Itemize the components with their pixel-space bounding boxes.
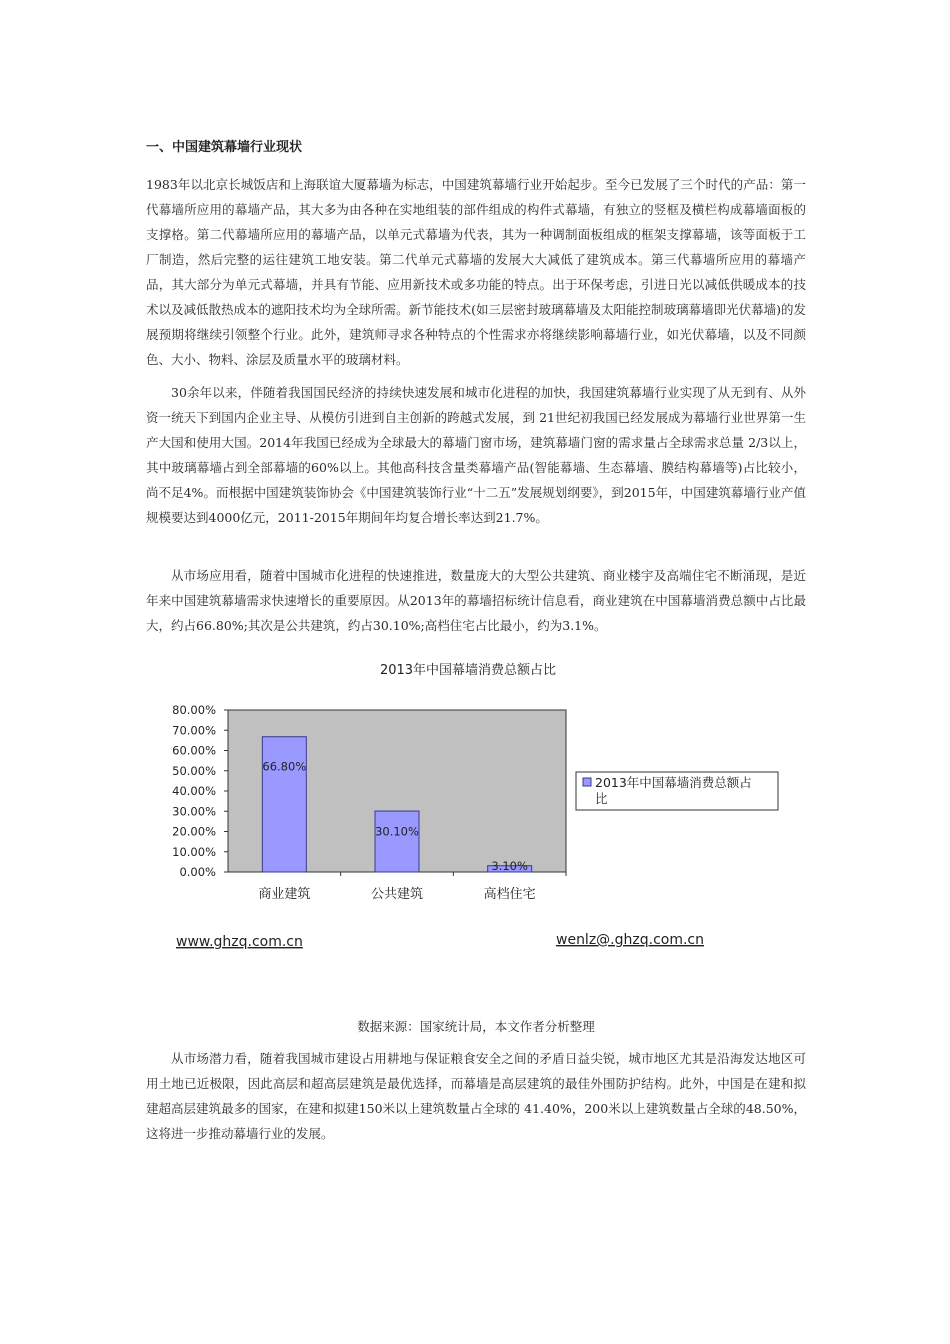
y-tick-label: 40.00% <box>172 784 216 798</box>
y-tick-label: 50.00% <box>172 763 216 778</box>
bar-data-label: 3.10% <box>491 859 528 873</box>
watermark-left: www.ghzq.com.cn <box>176 934 303 950</box>
watermark-right: wenlz@.ghzq.com.cn <box>556 932 704 948</box>
chart-source-caption: 数据来源：国家统计局，本文作者分析整理 <box>357 1019 595 1034</box>
legend-label-line1: 2013年中国幕墙消费总额占 <box>595 775 752 790</box>
y-tick-label: 70.00% <box>172 723 216 738</box>
chart-title: 2013年中国幕墙消费总额占比 <box>379 663 557 678</box>
y-tick-label: 30.00% <box>172 804 216 819</box>
bar-1 <box>262 737 306 872</box>
chart-svg <box>146 650 806 960</box>
paragraph-history: 1983年以北京长城饭店和上海联谊大厦幕墙为标志，中国建筑幕墙行业开始起步。至今已发展了三个时代的产品：第一代幕墙所应用的幕墙产品，其大多为由各种在实地组装的部件组成的构件式幕墙，有独立的竖框及横栏构成幕墙面板的支撑格。第二代幕墙所应用的幕墙产品，以单元式幕墙为代表，其为一种调制面板组成的框架支撑幕墙，该等面板于工厂制造，然后完整的运往建筑工地安装。第二代单元式幕墙的发展大大减低了建筑成本。第三代幕墙所应用的幕墙产品，其大部分为单元式幕墙，并具有节能、应用新技术或多功能的特点。出于环保考虑，引进日光以减低供暖成本的技术以及减低散热成本的遮阳技术均为全球所需。新节能技术(如三层密封玻璃幕墙及太阳能控制玻璃幕墙即光伏幕墙)的发展预期将继续引领整个行业。此外，建筑师寻求各种特点的个性需求亦将继续影响幕墙行业，如光伏幕墙，以及不同颜色、大小、物料、涂层及质量水平的玻璃材料。 <box>146 177 806 367</box>
x-category-label: 公共建筑 <box>370 887 424 902</box>
x-category-label: 商业建筑 <box>258 887 311 902</box>
y-tick-label: 0.00% <box>179 865 216 879</box>
y-tick-label: 10.00% <box>172 844 216 859</box>
legend-label-line2: 比 <box>595 791 608 806</box>
paragraph-market-application: 从市场应用看，随着中国城市化进程的快速推进，数量庞大的大型公共建筑、商业楼宇及高端住宅不断涌现，是近年来中国建筑幕墙需求快速增长的重要原因。从2013年的幕墙招标统计信息看，商业建筑在中国幕墙消费总额中占比最大，约占66.80%;其次是公共建筑，约占30.10%;高档住宅占比最小，约为3.1%。 <box>146 568 806 633</box>
legend-swatch <box>583 778 591 786</box>
paragraph-growth: 30余年以来，伴随着我国国民经济的持续快速发展和城市化进程的加快，我国建筑幕墙行业实现了从无到有、从外资一统天下到国内企业主导、从模仿引进到自主创新的跨越式发展，到 21世纪初我国已经发展成为幕墙行业世界第一生产大国和使用大国。2014年我国已经成为全球最大的幕墙门窗市场，建筑幕墙门窗的需求量占全球需求总量 2/3以上，其中玻璃幕墙占到全部幕墙的60%以上。其他高科技含量类幕墙产品(智能幕墙、生态幕墙、膜结构幕墙等)占比较小，尚不足4%。而根据中国建筑装饰协会《中国建筑装饰行业“十二五”发展规划纲要》，到2015年，中国建筑幕墙行业产值规模要达到4000亿元，2011-2015年期间年均复合增长率达到21.7%。 <box>146 385 806 525</box>
section-heading: 一、中国建筑幕墙行业现状 <box>146 140 303 155</box>
y-tick-label: 60.00% <box>172 743 216 758</box>
consumption-share-chart <box>146 650 806 960</box>
paragraph-market-potential: 从市场潜力看，随着我国城市建设占用耕地与保证粮食安全之间的矛盾日益尖锐，城市地区尤其是沿海发达地区可用土地已近极限，因此高层和超高层建筑是最优选择，而幕墙是高层建筑的最佳外围防护结构。此外，中国是在建和拟建超高层建筑最多的国家，在建和拟建150米以上建筑数量占全球的 41.40%，200米以上建筑数量占全球的48.50%，这将进一步推动幕墙行业的发展。 <box>146 1051 806 1141</box>
bar-data-label: 66.80% <box>262 759 307 774</box>
bar-data-label: 30.10% <box>375 824 419 839</box>
bar-2 <box>375 811 419 872</box>
y-tick-label: 20.00% <box>172 824 216 839</box>
y-tick-label: 80.00% <box>172 703 216 717</box>
x-category-label: 高档住宅 <box>483 887 536 902</box>
